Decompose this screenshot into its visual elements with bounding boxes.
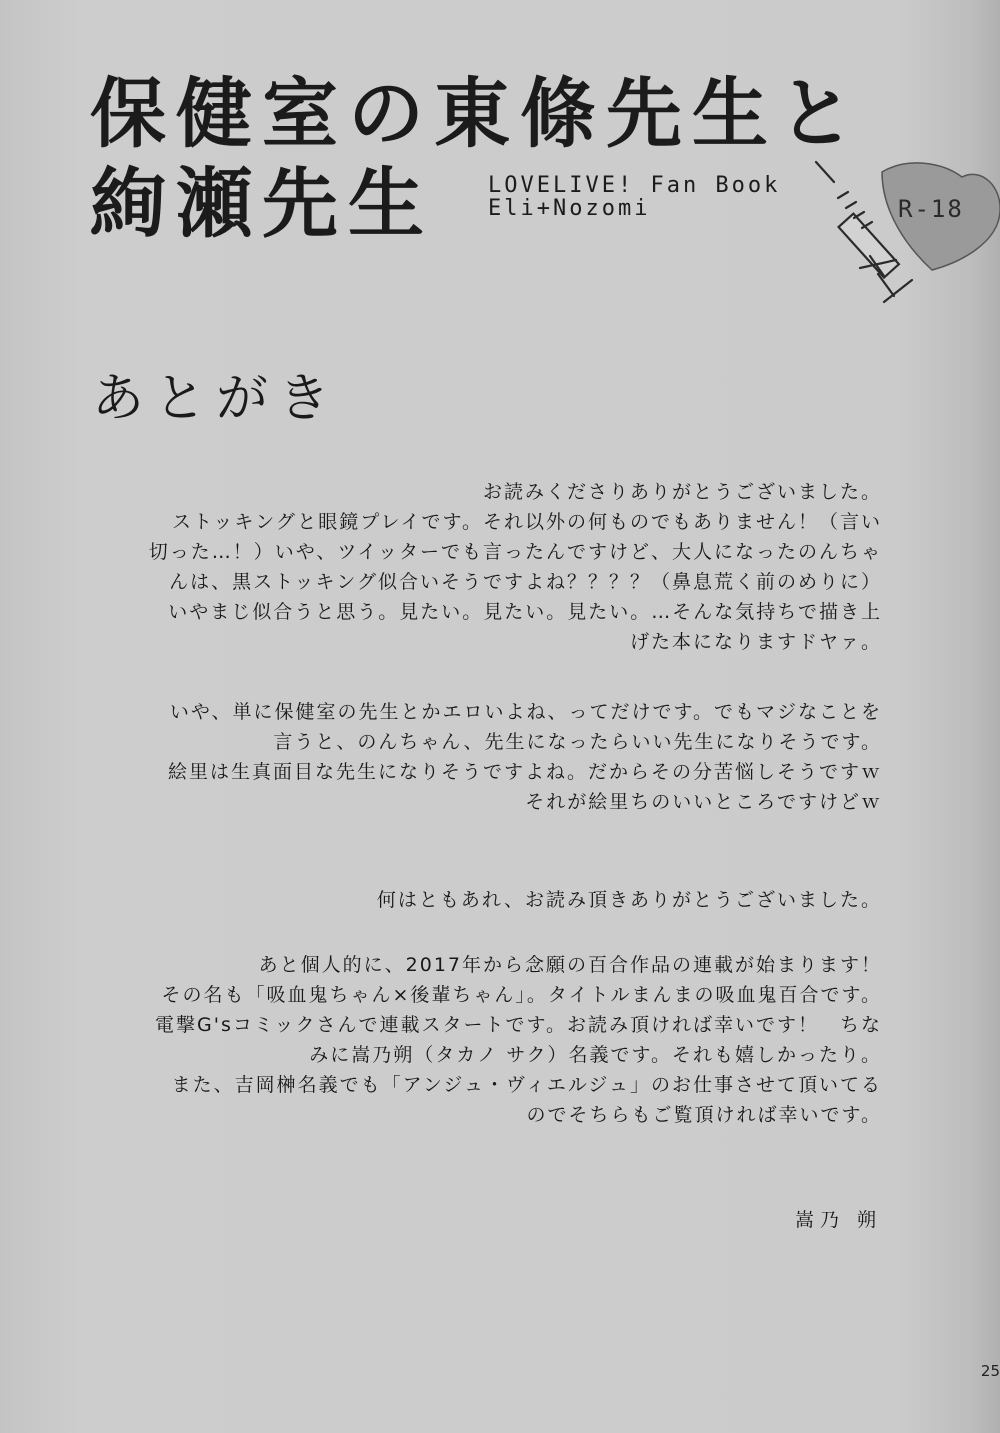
title-line-1: 保健室の東條先生と (90, 69, 864, 158)
syringe-heart-icon (812, 152, 1000, 322)
paragraph-2 (168, 697, 882, 817)
paragraph-3 (377, 885, 882, 915)
page-number: 25 (980, 1362, 1000, 1380)
text-line: いや、単に保健室の先生とかエロいよね、ってだけです。でもマジなことを (169, 701, 882, 723)
text-line: みに嵩乃朔（タカノ サク）名義です。それも嬉しかったり。 (309, 1044, 882, 1066)
afterword-heading: あとがき (92, 369, 341, 429)
text-line: んは、黒ストッキング似合いそうですよね？？？？（鼻息荒く前のめりに） (169, 571, 882, 593)
rating-label: R-18 (898, 195, 964, 223)
subtitle-line-2: Eli+Nozomi (488, 196, 651, 221)
text-line: 言うと、のんちゃん、先生になったらいい先生になりそうです。 (273, 731, 882, 753)
text-line: 絵里は生真面目な先生になりそうですよね。だからその分苦悩しそうですｗ (167, 761, 882, 783)
text-line: お読みくださりありがとうございました。 (482, 481, 882, 503)
text-line: その名も「吸血鬼ちゃん×後輩ちゃん」。タイトルまんまの吸血鬼百合です。 (161, 984, 882, 1006)
text-line: ストッキングと眼鏡プレイです。それ以外の何ものでもありません！（言い (171, 511, 882, 533)
author-signature: 嵩乃 朔 (794, 1209, 882, 1231)
text-line: 電撃G'sコミックさんで連載スタートです。お読み頂ければ幸いです！ ちな (155, 1014, 882, 1036)
subtitle-line-1: LOVELIVE! Fan Book (488, 173, 781, 198)
text-line: あと個人的に、2017年から念願の百合作品の連載が始まります！ (258, 954, 882, 976)
paragraph-1 (149, 477, 882, 657)
paragraph-4 (155, 950, 882, 1130)
text-line: 切った…！）いや、ツイッターでも言ったんですけど、大人になったのんちゃ (148, 541, 882, 563)
text-line: のでそちらもご覧頂ければ幸いです。 (526, 1104, 882, 1126)
text-line: 何はともあれ、お読み頂きありがとうございました。 (376, 889, 882, 911)
text-line: いやまじ似合うと思う。見たい。見たい。見たい。…そんな気持ちで描き上 (168, 601, 882, 623)
text-line: それが絵里ちのいいところですけどｗ (525, 791, 882, 813)
title-line-2: 絢瀬先生 (90, 159, 434, 248)
text-line: げた本になりますドヤァ。 (629, 631, 882, 653)
text-line: また、吉岡榊名義でも「アンジュ・ヴィエルジュ」のお仕事させて頂いてる (171, 1074, 882, 1096)
